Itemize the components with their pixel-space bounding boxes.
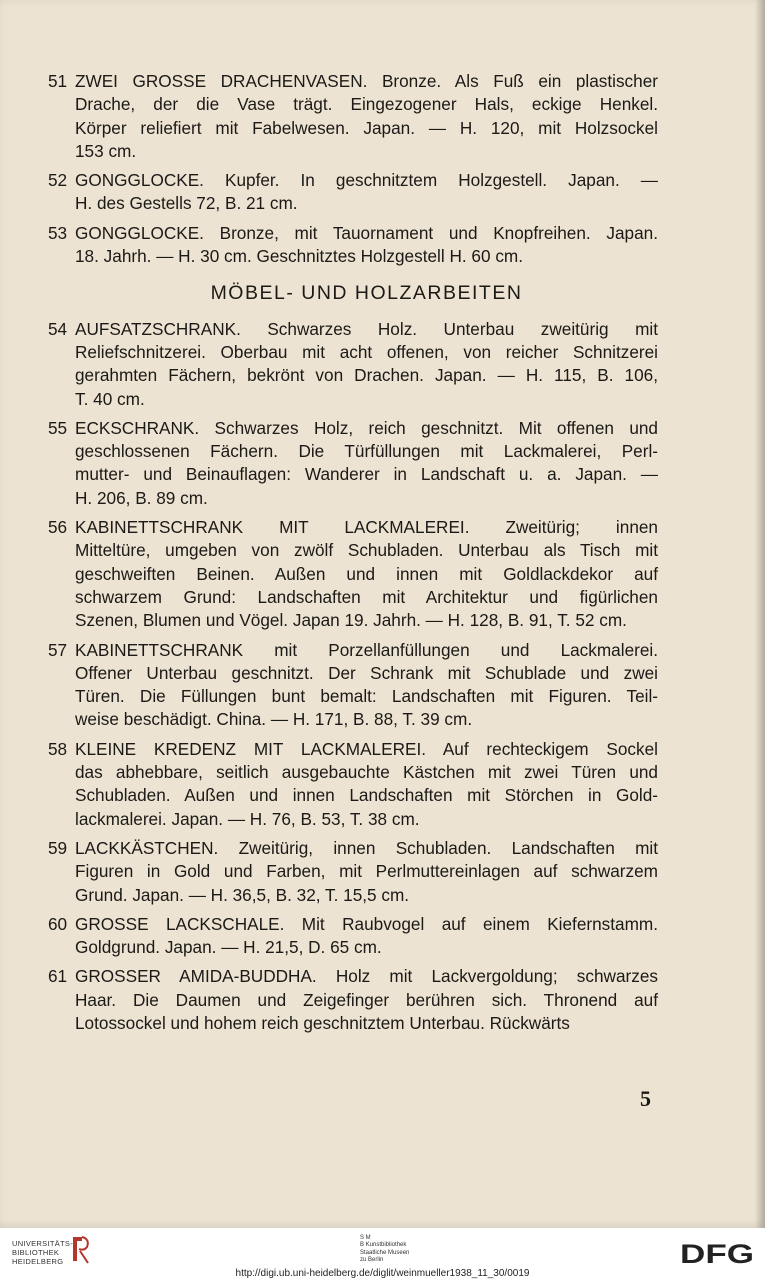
- page-number: 5: [640, 1086, 651, 1111]
- catalog-entry: [48, 70, 658, 163]
- entry-text-line: GROSSER AMIDA-BUDDHA. Holz mit Lackvergoldung; schwarzes: [75, 966, 658, 987]
- entry-text-line: Szenen, Blumen und Vögel. Japan 19. Jahrh. — H. 128, B. 91, T. 52 cm.: [75, 610, 627, 631]
- library-logo-line: UNIVERSITÄTS-: [12, 1239, 73, 1248]
- museum-stamp: [360, 1235, 409, 1264]
- entry-text-line: GONGGLOCKE. Bronze, mit Tauornament und Knopfreihen. Japan.: [75, 222, 658, 243]
- entry-text-line: Haar. Die Daumen und Zeigefinger berühren sich. Thronend auf: [75, 989, 658, 1010]
- stamp-line: S M: [360, 1235, 371, 1241]
- entry-text-line: Mitteltüre, umgeben von zwölf Schubladen. Unterbau als Tisch mit: [75, 540, 658, 561]
- catalog-entry: [48, 318, 658, 411]
- entry-text-line: Goldgrund. Japan. — H. 21,5, D. 65 cm.: [75, 937, 382, 958]
- entry-text-line: H. 206, B. 89 cm.: [75, 487, 208, 508]
- entry-text-line: KABINETTSCHRANK MIT LACKMALEREI. Zweitürig; innen: [75, 517, 658, 538]
- stamp-line: Staatliche Museen: [360, 1249, 410, 1256]
- entry-number: 55: [48, 417, 68, 438]
- entry-text-line: geschweiften Beinen. Außen und innen mit Goldlackdekor auf: [75, 563, 658, 584]
- entry-text-line: Lotossockel und hohem reich geschnitztem Unterbau. Rückwärts: [75, 1012, 570, 1033]
- catalog-entry: [48, 417, 658, 510]
- catalog-entry: [48, 837, 658, 907]
- entry-number: 59: [48, 837, 68, 858]
- entry-text-line: GROSSE LACKSCHALE. Mit Raubvogel auf einem Kiefernstamm.: [75, 913, 658, 934]
- entry-text-line: lackmalerei. Japan. — H. 76, B. 53, T. 38 cm.: [75, 808, 420, 829]
- dfg-logo-text: DFG: [680, 1240, 754, 1266]
- entry-text-line: T. 40 cm.: [75, 388, 145, 409]
- entry-text-line: gerahmten Fächern, bekrönt von Drachen. Japan. — H. 115, B. 106,: [75, 365, 658, 386]
- entry-text-line: Reliefschnitzerei. Oberbau mit acht offenen, von reicher Schnitzerei: [75, 341, 658, 362]
- entry-text-line: H. des Gestells 72, B. 21 cm.: [75, 193, 298, 214]
- entry-text-line: KLEINE KREDENZ MIT LACKMALEREI. Auf rechteckigem Sockel: [75, 738, 658, 759]
- entry-number: 52: [48, 170, 68, 191]
- catalog-entry: [48, 169, 658, 216]
- entry-text-line: ZWEI GROSSE DRACHENVASEN. Bronze. Als Fuß ein plastischer: [75, 71, 658, 91]
- entry-text-line: AUFSATZSCHRANK. Schwarzes Holz. Unterbau zweitürig mit: [75, 318, 658, 339]
- catalog-entry: [48, 965, 658, 1035]
- entry-text-line: ECKSCHRANK. Schwarzes Holz, reich geschnitzt. Mit offenen und: [75, 417, 658, 438]
- entry-text-line: GONGGLOCKE. Kupfer. In geschnitztem Holzgestell. Japan. —: [75, 170, 658, 191]
- catalog-entry: [48, 913, 658, 960]
- catalog-entry: [48, 516, 658, 632]
- catalog-entry: [48, 639, 658, 732]
- entry-number: 61: [48, 966, 68, 987]
- dfg-logo: [680, 1240, 756, 1266]
- entry-text-line: Drache, der die Vase trägt. Eingezogener Hals, eckige Henkel.: [75, 94, 658, 115]
- library-logo-line: BIBLIOTHEK: [12, 1248, 60, 1257]
- library-logo-line: HEIDELBERG: [12, 1257, 64, 1266]
- entry-group-furniture: [48, 318, 658, 1036]
- entry-text-line: KABINETTSCHRANK mit Porzellanfüllungen und Lackmalerei.: [75, 639, 658, 660]
- entry-text-line: schwarzem Grund: Landschaften mit Architektur und figürlichen: [75, 586, 658, 607]
- page-url[interactable]: http://digi.ub.uni-heidelberg.de/diglit/weinmueller1938_11_30/0019: [235, 1268, 530, 1279]
- entry-text-line: das abhebbare, seitlich ausgebauchte Kästchen mit zwei Türen und: [75, 762, 658, 783]
- catalog-entry: [48, 222, 658, 269]
- stamp-line: B Kunstbibliothek: [360, 1242, 407, 1249]
- entry-text-line: 18. Jahrh. — H. 30 cm. Geschnitztes Holzgestell H. 60 cm.: [75, 246, 523, 267]
- entry-text-line: LACKKÄSTCHEN. Zweitürig, innen Schubladen. Landschaften mit: [75, 837, 658, 858]
- entry-number: 60: [48, 913, 68, 934]
- entry-number: 56: [48, 517, 68, 538]
- catalog-entry: [48, 738, 658, 831]
- section-heading: MÖBEL- UND HOLZARBEITEN: [210, 282, 523, 305]
- entry-text-line: mutter- und Beinauflagen: Wanderer in Landschaft u. a. Japan. —: [75, 464, 658, 485]
- entry-number: 51: [48, 71, 68, 91]
- entry-text-line: Schubladen. Außen und innen Landschaften mit Störchen in Gold-: [75, 785, 658, 806]
- entry-text-line: Offener Unterbau geschnitzt. Der Schrank mit Schublade und zwei: [75, 662, 658, 683]
- entry-group-bronzes: [48, 70, 658, 268]
- library-logo-text: [12, 1239, 73, 1266]
- entry-number: 54: [48, 318, 68, 339]
- entry-text-line: weise beschädigt. China. — H. 171, B. 88, T. 39 cm.: [75, 709, 473, 730]
- entry-text-line: geschlossenen Fächern. Die Türfüllungen mit Lackmalerei, Perl-: [75, 441, 658, 462]
- entry-text-line: Figuren in Gold und Farben, mit Perlmuttereinlagen auf schwarzem: [75, 861, 658, 882]
- catalog-entries: [48, 70, 658, 1041]
- university-seal-icon: [70, 1235, 92, 1265]
- entry-text-line: Körper reliefiert mit Fabelwesen. Japan. — H. 120, mit Holzsockel: [75, 117, 658, 138]
- viewer-footer: [0, 1228, 765, 1281]
- entry-number: 53: [48, 222, 68, 243]
- entry-number: 57: [48, 639, 68, 660]
- entry-number: 58: [48, 738, 68, 759]
- entry-text-line: Türen. Die Füllungen bunt bemalt: Landschaften mit Figuren. Teil-: [75, 686, 658, 707]
- entry-text-line: 153 cm.: [75, 140, 137, 161]
- entry-text-line: Grund. Japan. — H. 36,5, B. 32, T. 15,5 cm.: [75, 884, 410, 905]
- stamp-line: zu Berlin: [360, 1256, 384, 1263]
